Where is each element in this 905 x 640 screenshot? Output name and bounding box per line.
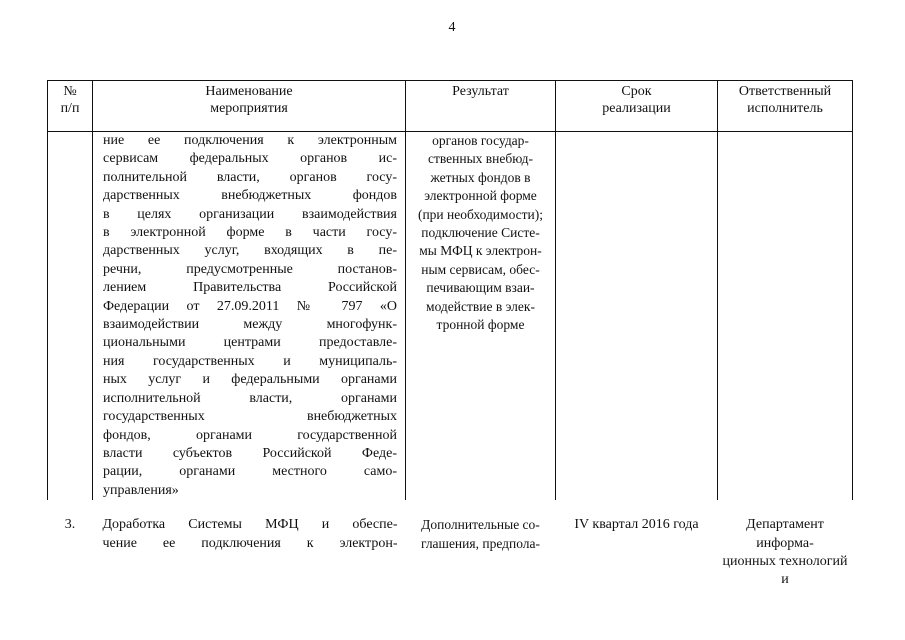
text-line: глашения, предпола- <box>420 535 541 551</box>
text-line: циональными центрами предоставле- <box>103 335 397 351</box>
text-line: власти субъектов Российской Феде- <box>103 445 397 461</box>
text-line: сервисам федеральных органов ис- <box>103 151 397 167</box>
text-line: рации, органами местного само- <box>103 464 397 480</box>
text-line: ственных внебюд- <box>427 151 534 167</box>
text-line: подключение Систе- <box>421 225 540 241</box>
text-line: ния государственных и муниципаль- <box>103 353 397 369</box>
cell-name <box>93 500 406 590</box>
cell-number: 3. <box>64 517 76 533</box>
cell-result <box>406 500 556 590</box>
text-line: (при необходимости); <box>417 206 544 222</box>
text-line: тронной форме <box>436 317 525 333</box>
header-responsible <box>718 81 853 132</box>
header-text: п/п <box>60 101 80 116</box>
header-text: Наименование <box>205 84 293 99</box>
cell-name <box>93 132 406 501</box>
text-line: в электронной форме в части госу- <box>103 225 397 241</box>
text-line: дарственных внебюджетных фондов <box>103 188 397 204</box>
text-line: Доработка Системы МФЦ и обеспе- <box>102 517 398 533</box>
text-line: взаимодействии между многофунк- <box>103 317 397 333</box>
text-line: печивающим взаи- <box>426 280 535 296</box>
text-line: мы МФЦ к электрон- <box>419 243 542 259</box>
text-line: в целях организации взаимодействия <box>103 206 397 222</box>
text-line: модействие в элек- <box>426 298 535 314</box>
page-number: 4 <box>448 20 456 35</box>
text-line: Департамент информа- <box>746 517 824 551</box>
text-line: ционных технологий и <box>722 553 848 588</box>
cell-number <box>48 132 93 501</box>
header-text: реализации <box>602 101 671 116</box>
text-line: фондов, органами государственной <box>103 427 397 443</box>
text-line: электронной форме <box>424 188 537 204</box>
header-text: исполнитель <box>747 101 823 116</box>
cell-term <box>556 132 718 501</box>
header-number <box>48 81 93 132</box>
text-line: органов государ- <box>432 133 529 148</box>
measures-table <box>47 80 853 590</box>
header-text: № <box>63 84 77 99</box>
cell-responsible <box>718 132 853 501</box>
text-line: речни, предусмотренные постанов- <box>103 261 397 277</box>
text-line: Федерации от 27.09.2011 № 797 «О <box>103 298 397 314</box>
table-row <box>48 500 853 590</box>
text-line: полнительной власти, органов госу- <box>103 169 397 185</box>
text-line: чение ее подключения к электрон- <box>102 535 398 551</box>
header-text: Результат <box>452 84 509 99</box>
text-line: государственных внебюджетных <box>103 409 397 425</box>
cell-responsible <box>718 500 853 590</box>
text-line: исполнительной власти, органами <box>103 390 397 406</box>
text-line: дарственных услуг, входящих в пе- <box>103 243 397 259</box>
header-term <box>556 81 718 132</box>
table-row <box>48 132 853 501</box>
header-text: мероприятия <box>210 101 288 116</box>
cell-result <box>406 132 556 501</box>
header-text: Ответственный <box>738 84 832 99</box>
header-result <box>406 81 556 132</box>
cell-term: IV квартал 2016 года <box>574 517 699 533</box>
text-line: ние ее подключения к электронным <box>103 133 397 148</box>
text-line: ным сервисам, обес- <box>421 261 540 277</box>
header-text: Срок <box>621 84 652 99</box>
text-line: Дополнительные со- <box>421 517 540 533</box>
text-line: ных услуг и федеральными органами <box>103 372 397 388</box>
text-line: жетных фондов в <box>430 169 531 185</box>
text-line: управления» <box>103 482 179 498</box>
header-name <box>93 81 406 132</box>
table-header-row <box>48 81 853 132</box>
text-line: лением Правительства Российской <box>103 280 397 296</box>
